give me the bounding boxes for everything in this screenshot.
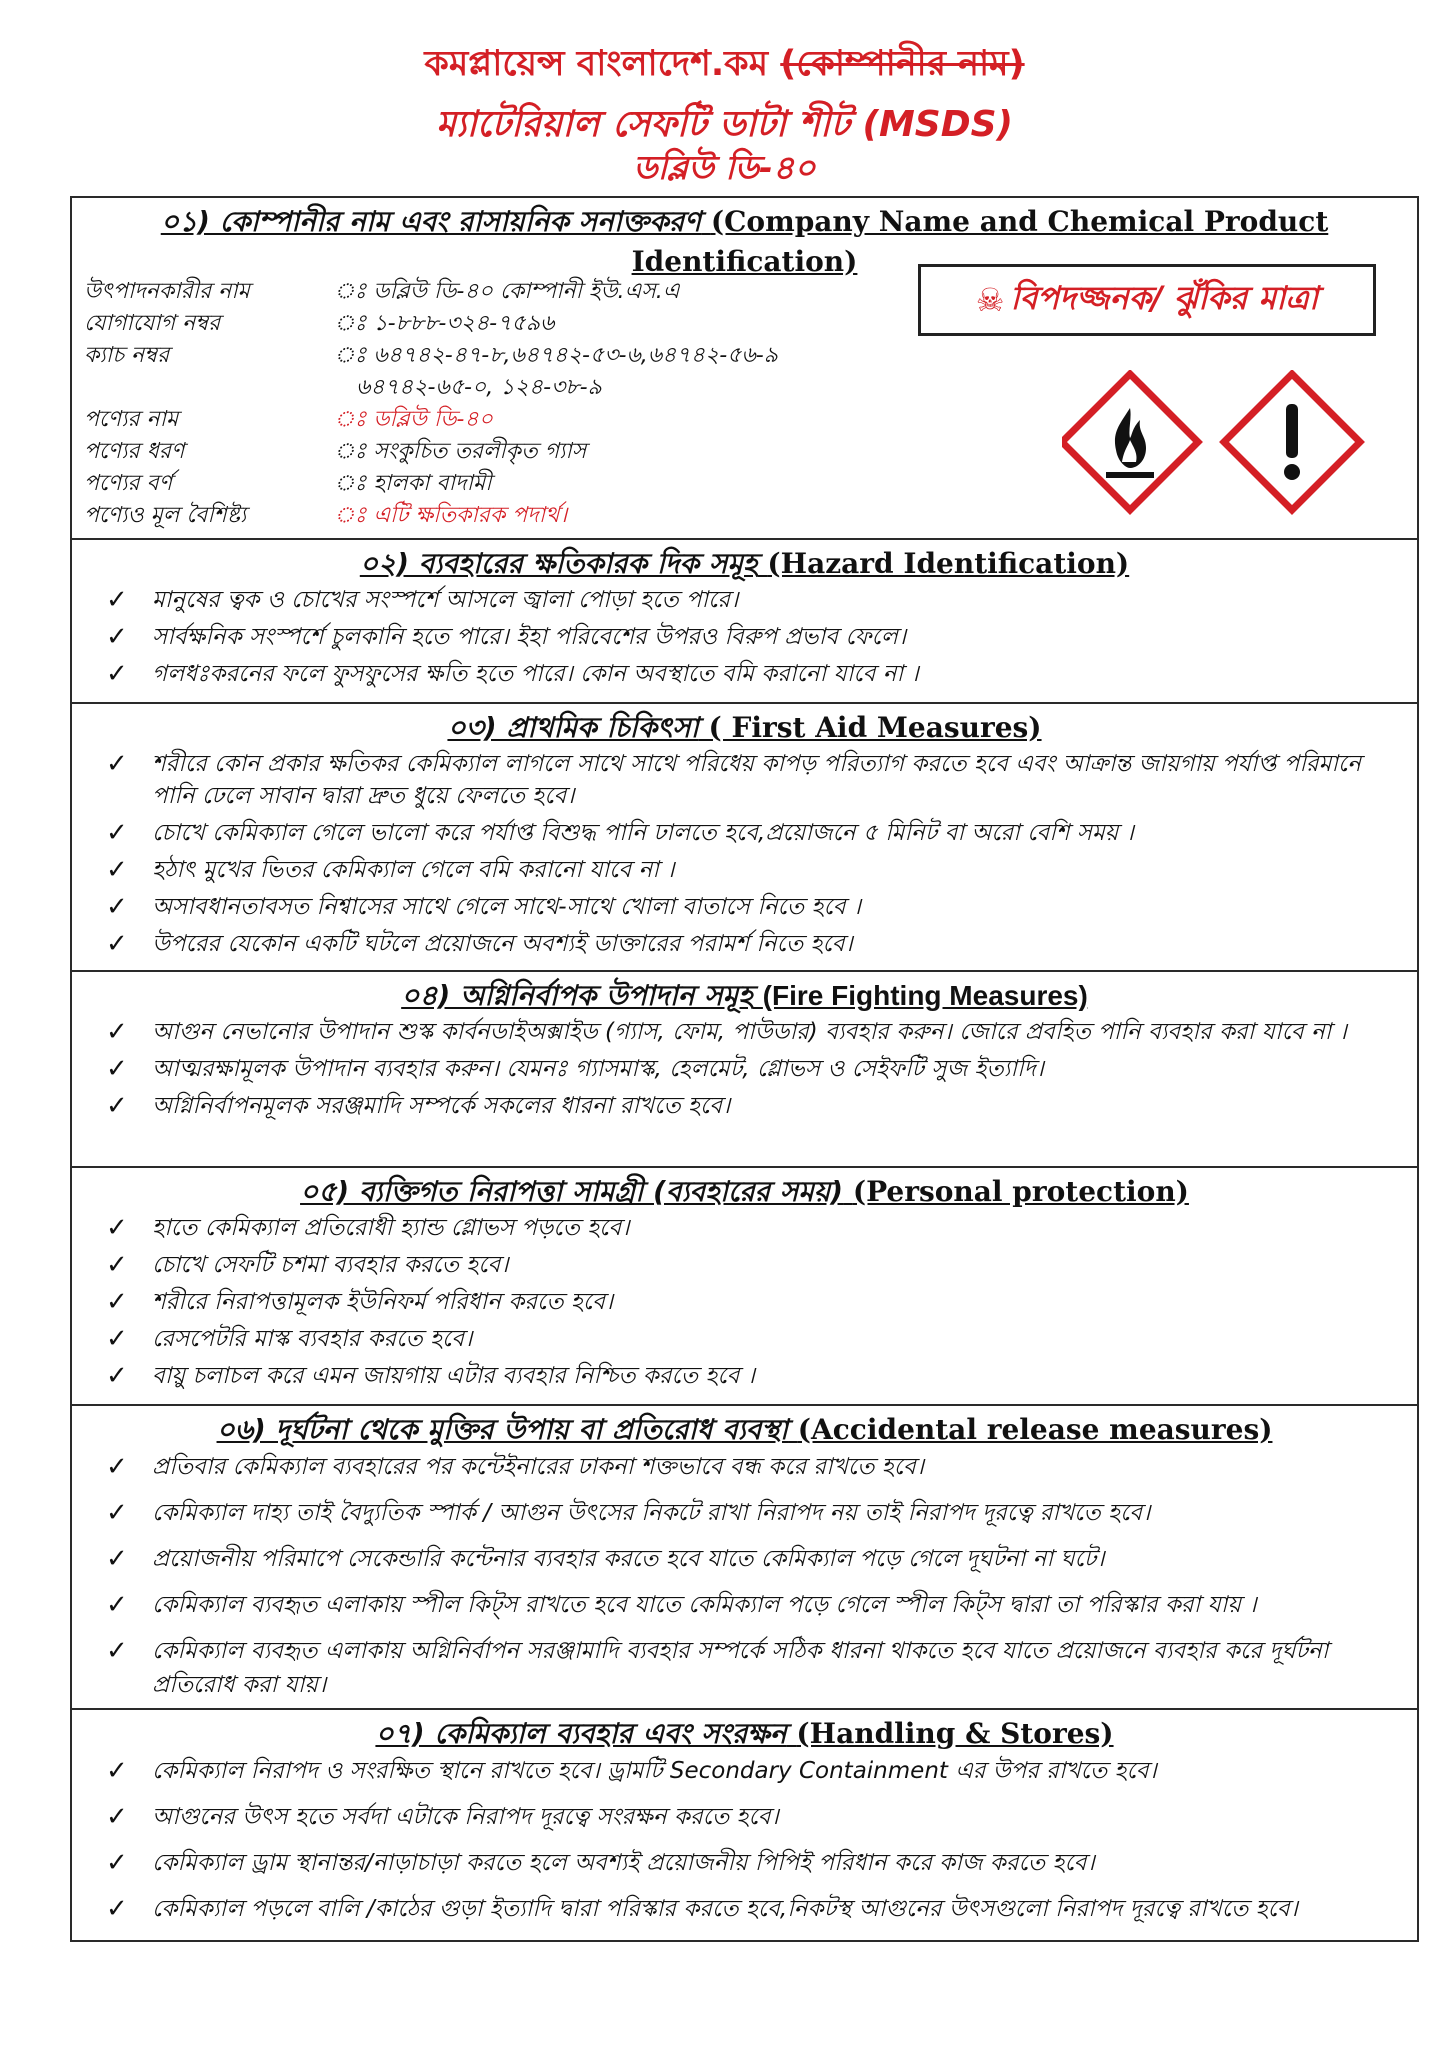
msds-sheet (70, 196, 1419, 1942)
list-item-text: রেসপেটরি মাস্ক ব্যবহার করতে হবে। (152, 1326, 473, 1352)
info-label: পণ্যেও মূল বৈশিষ্ট্য (84, 503, 247, 528)
section-title-en: (Accidental release measures) (797, 1413, 1273, 1446)
section-title-bn: ০৭) কেমিক্যাল ব্যবহার এবং সংরক্ষন (375, 1717, 787, 1750)
product-info-table (84, 276, 904, 532)
info-row (84, 340, 904, 372)
section-fire-fighting (72, 970, 1417, 1166)
info-label (84, 372, 334, 404)
list-item (102, 1846, 1405, 1880)
list-item (102, 1892, 1405, 1926)
hazard-level-label: বিপদজ্জনক/ ঝুঁকির মাত্রা (1010, 279, 1319, 317)
list-item (102, 1323, 1405, 1355)
check-icon: ✓ (106, 1324, 128, 1354)
list-item-text: উপরের যেকোন একটি ঘটলে প্রয়োজনে অবশ্যই ডাক্তারের পরামর্শ নিতে হবে। (152, 931, 853, 957)
check-icon: ✓ (106, 855, 128, 885)
check-icon: ✓ (106, 1544, 128, 1574)
list-item (102, 1588, 1405, 1622)
info-row (84, 436, 904, 468)
section-title-bn: ০১) কোম্পানীর নাম এবং রাসায়নিক সনাক্তকরণ (160, 205, 702, 238)
list-item-text: হাতে কেমিক্যাল প্রতিরোধী হ্যান্ড গ্লোভস পড়তে হবে। (152, 1215, 630, 1241)
check-icon: ✓ (106, 622, 128, 652)
document-header (0, 40, 1449, 188)
check-icon: ✓ (106, 659, 128, 689)
list-item (102, 891, 1405, 923)
list-item (102, 621, 1405, 653)
hazard-level-box (918, 264, 1376, 336)
info-value: ঃ ৬৪৭৪২-৪৭-৮,৬৪৭৪২-৫৩-৬,৬৪৭৪২-৫৬-৯ (334, 343, 778, 368)
list-item (102, 1053, 1405, 1085)
info-row (84, 276, 904, 308)
list-item-text: আগুন নেভানোর উপাদান শুস্ক কার্বনডাইঅক্সাইড (গ্যাস, ফোম, পাউডার) ব্যবহার করুন। জোরে প্রবহিত পানি ব্যবহার করা যাবে না । (152, 1019, 1347, 1045)
info-row (84, 500, 904, 532)
info-row (84, 372, 904, 404)
check-icon: ✓ (106, 1361, 128, 1391)
check-icon: ✓ (106, 1636, 128, 1666)
list-item-text: কেমিক্যাল নিরাপদ ও সংরক্ষিত স্থানে রাখতে হবে। ড্রামটি Secondary Containment এর উপর রাখতে হবে। (152, 1758, 1157, 1784)
section-title-en: (Hazard Identification) (767, 547, 1130, 580)
list-item (102, 1754, 1405, 1788)
section-title-bn: ০৫) ব্যক্তিগত নিরাপত্তা সামগ্রী (ব্যবহারের সময়) (300, 1175, 844, 1208)
list-item (102, 1090, 1405, 1122)
check-icon: ✓ (106, 749, 128, 779)
info-value: ঃ এটি ক্ষতিকারক পদার্থ। (334, 503, 568, 528)
section-title-en: (Handling & Stores) (796, 1717, 1114, 1750)
list-item-text: আগুনের উৎস হতে সর্বদা এটাকে নিরাপদ দূরত্বে সংরক্ষন করতে হবে। (152, 1804, 779, 1830)
list-item (102, 817, 1405, 849)
check-icon: ✓ (106, 1802, 128, 1832)
info-value: ঃ ডব্লিউ ডি-৪০ (334, 407, 493, 432)
check-icon: ✓ (106, 892, 128, 922)
item-list (72, 1212, 1417, 1392)
ghs-pictograms (1062, 370, 1402, 520)
list-item-text: মানুষের ত্বক ও চোখের সংস্পর্শে আসলে জ্বালা পোড়া হতে পারে। (152, 587, 739, 613)
section-title (72, 708, 1417, 748)
list-item-text: বায়ু চলাচল করে এমন জায়গায় এটার ব্যবহার নিশ্চিত করতে হবে । (152, 1363, 755, 1389)
info-label: যোগাযোগ নম্বর (84, 311, 221, 336)
list-item (102, 1212, 1405, 1244)
list-item-text: আত্মরক্ষামূলক উপাদান ব্যবহার করুন। যেমনঃ গ্যাসমাস্ক, হেলমেট, গ্লোভস ও সেইফটি সুজ ইত্যাদি। (152, 1056, 1044, 1082)
section-handling-stores (72, 1708, 1417, 1940)
list-item (102, 1634, 1405, 1702)
info-label: পণ্যের ধরণ (84, 439, 185, 464)
section-hazard-identification (72, 538, 1417, 702)
list-item (102, 1450, 1405, 1484)
check-icon: ✓ (106, 1250, 128, 1280)
item-list (72, 748, 1417, 960)
list-item-text: প্রতিবার কেমিক্যাল ব্যবহারের পর কন্টেইনারের ঢাকনা শক্তভাবে বন্ধ করে রাখতে হবে। (152, 1454, 924, 1480)
list-item (102, 658, 1405, 690)
item-list (72, 584, 1417, 690)
section-first-aid (72, 702, 1417, 970)
check-icon: ✓ (106, 1213, 128, 1243)
list-item (102, 1016, 1405, 1048)
list-item-text: কেমিক্যাল ড্রাম স্থানান্তর/নাড়াচাড়া করতে হলে অবশ্যই প্রয়োজনীয় পিপিই পরিধান করে কাজ করতে হবে। (152, 1850, 1095, 1876)
section-title-bn: ০৪) অগ্নিনির্বাপক উপাদান সমূহ (401, 979, 753, 1012)
list-item-text: কেমিক্যাল ব্যবহৃত এলাকায় অগ্নিনির্বাপন সরঞ্জামাদি ব্যবহার সম্পর্কে সঠিক ধারনা থাকতে হবে যাতে প্রয়োজনে ব্যবহার করে দূর্ঘটনা প্রতিরোধ করা যায়। (152, 1638, 1329, 1698)
section-title-bn: ০২) ব্যবহারের ক্ষতিকারক দিক সমূহ (359, 547, 758, 580)
section-title (72, 1172, 1417, 1212)
document-title: ম্যাটেরিয়াল সেফটি ডাটা শীট (MSDS) (436, 104, 1013, 145)
list-item-text: শরীরে নিরাপত্তামূলক ইউনিফর্ম পরিধান করতে হবে। (152, 1289, 614, 1315)
info-value: ৬৪৭৪২-৬৫-০, ১২৪-৩৮-৯ (356, 375, 602, 400)
exclamation-pictogram-icon (1224, 374, 1360, 510)
check-icon: ✓ (106, 1894, 128, 1924)
info-row (84, 308, 904, 340)
list-item (102, 1496, 1405, 1530)
check-icon: ✓ (106, 1756, 128, 1786)
check-icon: ✓ (106, 1287, 128, 1317)
item-list (72, 1754, 1417, 1926)
flammable-pictogram-icon (1062, 374, 1198, 510)
info-value: ঃ ডব্লিউ ডি-৪০ কোম্পানী ইউ.এস.এ (334, 279, 680, 304)
check-icon: ✓ (106, 1091, 128, 1121)
check-icon: ✓ (106, 929, 128, 959)
item-list (72, 1450, 1417, 1702)
info-value: ঃ সংকুচিত তরলীকৃত গ্যাস (334, 439, 587, 464)
check-icon: ✓ (106, 1848, 128, 1878)
section-title-bn: ০৬) দূর্ঘটনা থেকে মুক্তির উপায় বা প্রতিরোধ ব্যবস্থা (216, 1413, 789, 1446)
warning-symbol-icon: ☠ (975, 281, 1005, 319)
list-item-text: গলধঃকরনের ফলে ফুসফুসের ক্ষতি হতে পারে। কোন অবস্থাতে বমি করানো যাবে না । (152, 661, 919, 687)
item-list (72, 1016, 1417, 1122)
section-title (72, 544, 1417, 584)
info-label: উৎপাদনকারীর নাম (84, 279, 250, 304)
list-item (102, 854, 1405, 886)
list-item (102, 928, 1405, 960)
check-icon: ✓ (106, 1498, 128, 1528)
section-personal-protection (72, 1166, 1417, 1404)
section-title-en: (Fire Fighting Measures) (762, 980, 1088, 1011)
list-item (102, 1249, 1405, 1281)
list-item-text: চোখে সেফটি চশমা ব্যবহার করতে হবে। (152, 1252, 509, 1278)
list-item-text: অসাবধানতাবসত নিশ্বাসের সাথে গেলে সাথে-সাথে খোলা বাতাসে নিতে হবে । (152, 894, 862, 920)
section-title (72, 1410, 1417, 1450)
info-row (84, 468, 904, 500)
section-title-en: (Company Name and Chemical Product Identification) (631, 205, 1329, 278)
list-item (102, 584, 1405, 616)
section-title-bn: ০৩) প্রাথমিক চিকিৎসা (447, 711, 699, 744)
list-item-text: সার্বক্ষনিক সংস্পর্শে চুলকানি হতে পারে। ইহা পরিবেশের উপরও বিরুপ প্রভাব ফেলে। (152, 624, 907, 650)
check-icon: ✓ (106, 1017, 128, 1047)
list-item-text: অগ্নিনির্বাপনমূলক সরঞ্জমাদি সম্পর্কে সকলের ধারনা রাখতে হবে। (152, 1093, 731, 1119)
company-name: কমপ্লায়েন্স বাংলাদেশ.কম (424, 44, 769, 84)
info-label: পণ্যের নাম (84, 407, 179, 432)
list-item (102, 748, 1405, 812)
list-item-text: কেমিক্যাল ব্যবহৃত এলাকায় স্পীল কিট্স রাখতে হবে যাতে কেমিক্যাল পড়ে গেলে স্পীল কিট্স দ্বারা তা পরিস্কার করা যায় । (152, 1592, 1257, 1618)
check-icon: ✓ (106, 1590, 128, 1620)
list-item (102, 1360, 1405, 1392)
list-item (102, 1800, 1405, 1834)
list-item-text: হঠাৎ মুখের ভিতর কেমিক্যাল গেলে বমি করানো যাবে না । (152, 857, 675, 883)
list-item-text: কেমিক্যাল পড়লে বালি /কাঠের গুড়া ইত্যাদি দ্বারা পরিস্কার করতে হবে,নিকটস্থ আগুনের উৎসগুলো নিরাপদ দূরত্বে রাখতে হবে। (152, 1896, 1298, 1922)
section-title (72, 976, 1417, 1016)
list-item-text: চোখে কেমিক্যাল গেলে ভালো করে পর্যাপ্ত বিশুদ্ধ পানি ঢালতে হবে,প্রয়োজনে ৫ মিনিট বা অরো বেশি সময় । (152, 820, 1134, 846)
list-item-text: প্রয়োজনীয় পরিমাপে সেকেন্ডারি কন্টেনার ব্যবহার করতে হবে যাতে কেমিক্যাল পড়ে গেলে দূঘটনা না ঘটে। (152, 1546, 1105, 1572)
check-icon: ✓ (106, 818, 128, 848)
company-name-placeholder: (কোম্পানীর নাম) (780, 44, 1025, 84)
info-value: ঃ ১-৮৮৮-৩২৪-৭৫৯৬ (334, 311, 555, 336)
list-item-text: কেমিক্যাল দাহ্য তাই বৈদ্যুতিক স্পার্ক / আগুন উৎসের নিকটে রাখা নিরাপদ নয় তাই নিরাপদ দূরত্বে রাখতে হবে। (152, 1500, 1151, 1526)
list-item (102, 1542, 1405, 1576)
section-accidental-release (72, 1404, 1417, 1708)
check-icon: ✓ (106, 1452, 128, 1482)
info-row (84, 404, 904, 436)
section-title (72, 1714, 1417, 1754)
check-icon: ✓ (106, 585, 128, 615)
section-identification (72, 202, 1417, 538)
company-line (0, 40, 1449, 88)
info-label: পণ্যের বর্ণ (84, 471, 173, 496)
list-item-text: শরীরে কোন প্রকার ক্ষতিকর কেমিক্যাল লাগলে সাথে সাথে পরিধেয় কাপড় পরিত্যাগ করতে হবে এবং আক্রান্ত জায়গায় পর্যাপ্ত পরিমানে পানি ঢেলে সাবান দ্বারা দ্রুত ধুয়ে ফেলতে হবে। (152, 751, 1361, 809)
info-label: ক্যাচ নম্বর (84, 343, 170, 368)
section-title-en: (Personal protection) (852, 1175, 1189, 1208)
info-value: ঃ হালকা বাদামী (334, 471, 492, 496)
section-title-en: ( First Aid Measures) (708, 711, 1042, 744)
check-icon: ✓ (106, 1054, 128, 1084)
product-title: ডব্লিউ ডি-৪০ (633, 148, 816, 187)
list-item (102, 1286, 1405, 1318)
